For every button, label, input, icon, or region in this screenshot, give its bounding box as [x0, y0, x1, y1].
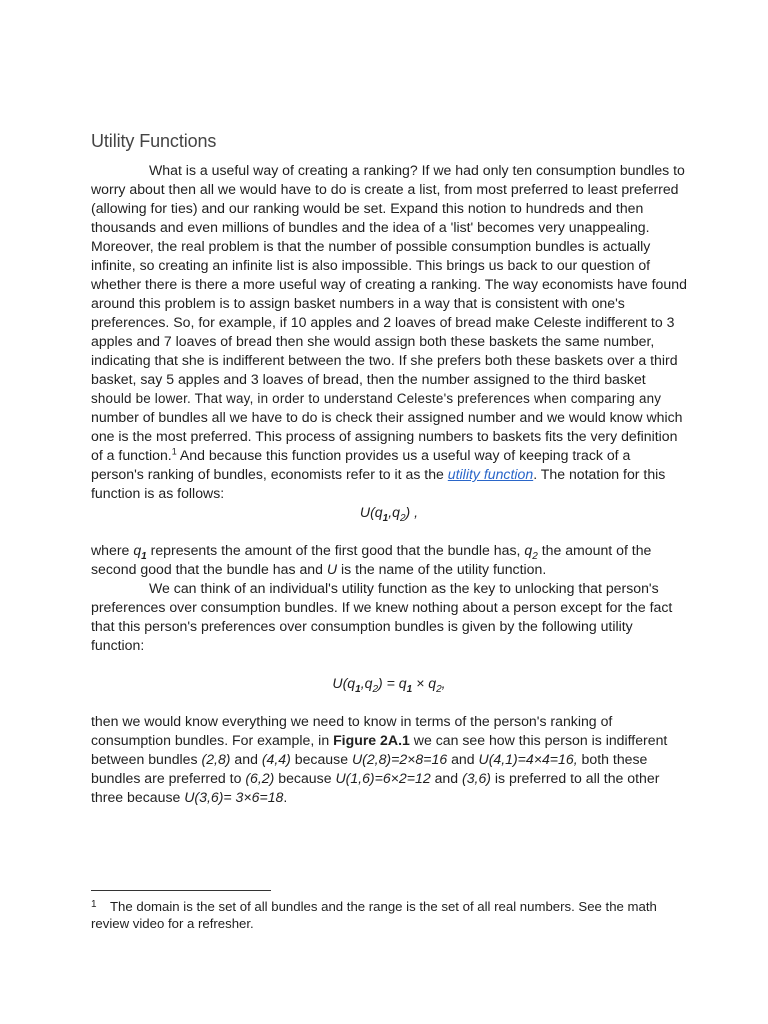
paragraph-text: .: [283, 789, 288, 805]
paragraph-text: because: [274, 770, 336, 786]
paragraph-text: because: [290, 751, 352, 767]
footnote-text: The domain is the set of all bundles and the range is the set of all real numbers. See the math review video for a refresher.: [91, 899, 657, 931]
section-heading: Utility Functions: [91, 131, 217, 151]
equation-subscript: 1: [355, 683, 361, 695]
utility-calc: U(1,6)=6×2=12: [335, 770, 431, 786]
bundle-label: (4,4): [261, 751, 291, 767]
footnote-separator: [91, 890, 271, 891]
paragraph-text: is preferred to all the other three because: [91, 770, 660, 805]
utility-function-link[interactable]: utility function: [447, 466, 534, 482]
equation-notation: [91, 503, 687, 522]
equation-subscript: 1: [382, 512, 389, 524]
footnote-reference[interactable]: 1: [171, 446, 177, 457]
paragraph-ranking: [91, 161, 687, 503]
figure-reference: Figure 2A.1: [333, 732, 410, 748]
body-text: [91, 161, 687, 807]
paragraph-example: [91, 712, 687, 807]
paragraph-text: And because this function provides us a useful way of keeping track of a person's ranking of bundles, economists refer to it as the: [91, 447, 631, 482]
variable-q1: q: [133, 542, 142, 558]
utility-calc: U(2,8)=2×8=16: [351, 751, 448, 767]
equation-subscript: 2: [436, 683, 442, 695]
paragraph-text: and: [430, 770, 463, 786]
paragraph-utility-key: We can think of an individual's utility function as the key to unlocking that person's preferences over consumption bundles. If we knew nothing about a person except for the fact that this person's preferences over consumption bundles is given by the following utility function:: [91, 580, 673, 653]
footnote-mark: 1: [91, 899, 97, 910]
variable-u: U: [326, 561, 338, 577]
equation-part: U(q: [332, 675, 356, 691]
paragraph-text: . The notation for this function is as follows:: [91, 466, 666, 501]
equation-part: ,: [441, 675, 446, 691]
paragraph-text: number of bundles all we have to do is check their assigned number and we would know which one is the most preferred. This process of assigning numbers to baskets fits the very definition of a function.: [91, 409, 683, 463]
equation-part: × q: [412, 675, 437, 691]
paragraph-text: should be lower. That way, in order to understand Celeste's preferences when comparing any: [91, 391, 662, 406]
equation-subscript: 2: [372, 683, 379, 695]
variable-q2: q: [524, 542, 533, 558]
paragraph-text: where: [91, 542, 134, 558]
utility-calc: U(4,1)=4×4=16,: [478, 751, 578, 767]
equation-part: U(q: [359, 504, 383, 520]
paragraph-notation-explanation: [91, 541, 687, 579]
paragraph-text: and: [230, 751, 262, 767]
bundle-label: (3,6): [462, 770, 491, 786]
equation-subscript: 2: [399, 512, 406, 524]
bundle-label: (6,2): [245, 770, 275, 786]
paragraph-text: the amount of the second good that the bundle has and: [91, 542, 652, 577]
equation-part: ,q: [360, 675, 373, 691]
paragraph-text: represents the amount of the first good that the bundle has,: [146, 542, 525, 558]
footnote: [91, 898, 687, 932]
equation-part: ,q: [388, 504, 400, 520]
paragraph-text: then we would know everything we need to know in terms of the person's ranking of consumption bundles. For example, in: [91, 713, 613, 748]
equation-part: ) ,: [405, 504, 419, 520]
paragraph-text: we can see how this person is indifferent between bundles: [91, 732, 668, 767]
variable-subscript: 1: [141, 550, 147, 562]
utility-calc: U(3,6)= 3×6=18: [184, 789, 284, 805]
document-page: [91, 0, 687, 1024]
equation-utility: [91, 674, 687, 693]
bundle-label: (2,8): [201, 751, 231, 767]
paragraph-text: What is a useful way of creating a ranking? If we had only ten consumption bundles to worry about then all we would have to do is create a list, from most preferred to least preferred (allowing for ties) and our ranking would be set. Expand this notion to hundreds and then thousands and even millions of bundles and the idea of a 'list' becomes very unappealing. Moreover, the real problem is that the number of possible consumption bundles is actually infinite, so creating an infinite list is also impossible. This brings us back to our question of whether there is there a more useful way of creating a ranking. The way economists have found around this problem is to assign basket numbers in a way that is consistent with one's preferences. So, for example, if 10 apples and 2 loaves of bread make Celeste indifferent to 3 apples and 7 loaves of bread then she would assign both these baskets the same number, indicating that she is indifferent between the two. If she prefers both these baskets over a third basket, say 5 apples and 3 loaves of bread, then the number assigned to the third basket: [91, 162, 687, 387]
paragraph-text: and: [447, 751, 479, 767]
paragraph-text: is the name of the utility function.: [337, 561, 547, 577]
variable-subscript: 2: [532, 550, 538, 562]
equation-subscript: 1: [406, 683, 413, 695]
equation-part: ) = q: [378, 675, 407, 691]
paragraph-text: both these bundles are preferred to: [91, 751, 648, 786]
